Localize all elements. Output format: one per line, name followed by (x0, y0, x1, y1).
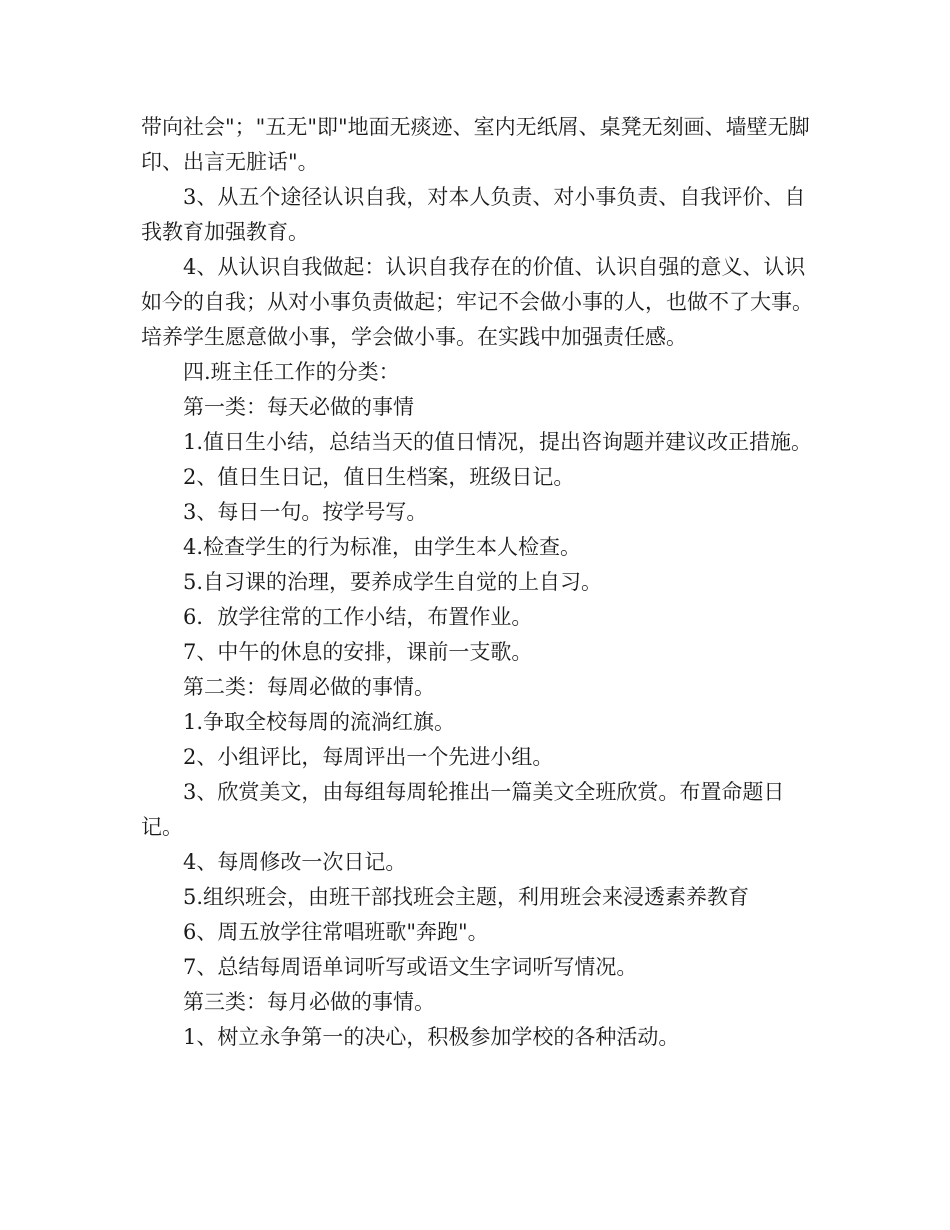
weekly-item-4: 4、每周修改一次日记。 (183, 850, 407, 874)
weekly-item-5: 5.组织班会，由班干部找班会主题，利用班会来浸透素养教育 (183, 885, 750, 909)
weekly-item-1: 1.争取全校每周的流淌红旗。 (183, 710, 456, 734)
weekly-item-2: 2、小组评比，每周评出一个先进小组。 (183, 745, 554, 769)
paragraph-item-3: 3、从五个途径认识自我，对本人负责、对小事负责、自我评价、自我教育加强教育。 (141, 185, 806, 244)
paragraph-continuation: 带向社会"；"五无"即"地面无痰迹、室内无纸屑、桌凳无刻画、墙壁无脚印、出言无脏话"。 (141, 115, 810, 174)
category-heading-weekly: 第二类：每周必做的事情。 (183, 675, 435, 699)
paragraph-item-4: 4、从认识自我做起：认识自我存在的价值、认识自强的意义、认识如今的自我；从对小事负责做起；牢记不会做小事的人，也做不了大事。培养学生愿意做小事，学会做小事。在实践中加强责任感。 (141, 255, 813, 349)
category-heading-monthly: 第三类：每月必做的事情。 (183, 990, 435, 1014)
weekly-item-3: 3、欣赏美文，由每组每周轮推出一篇美文全班欣赏。布置命题日记。 (141, 780, 785, 839)
daily-item-4: 4.检查学生的行为标准，由学生本人检查。 (183, 535, 582, 559)
weekly-item-6: 6、周五放学往常唱班歌"奔跑"。 (183, 920, 489, 944)
document-body (141, 110, 816, 1055)
daily-item-3: 3、每日一句。按学号写。 (183, 500, 428, 524)
monthly-item-1: 1、树立永争第一的决心，积极参加学校的各种活动。 (183, 1025, 680, 1049)
section-heading-4: 四.班主任工作的分类： (183, 360, 400, 384)
daily-item-7: 7、中午的休息的安排，课前一支歌。 (183, 640, 533, 664)
daily-item-1: 1.值日生小结，总结当天的值日情况，提出咨询题并建议改正措施。 (183, 430, 813, 454)
daily-item-5: 5.自习课的治理，要养成学生自觉的上自习。 (183, 570, 603, 594)
category-heading-daily: 第一类：每天必做的事情 (183, 395, 414, 419)
weekly-item-7: 7、总结每周语单词听写或语文生字词听写情况。 (183, 955, 638, 979)
daily-item-6: 6．放学往常的工作小结，布置作业。 (183, 605, 533, 629)
daily-item-2: 2、值日生日记，值日生档案，班级日记。 (183, 465, 575, 489)
